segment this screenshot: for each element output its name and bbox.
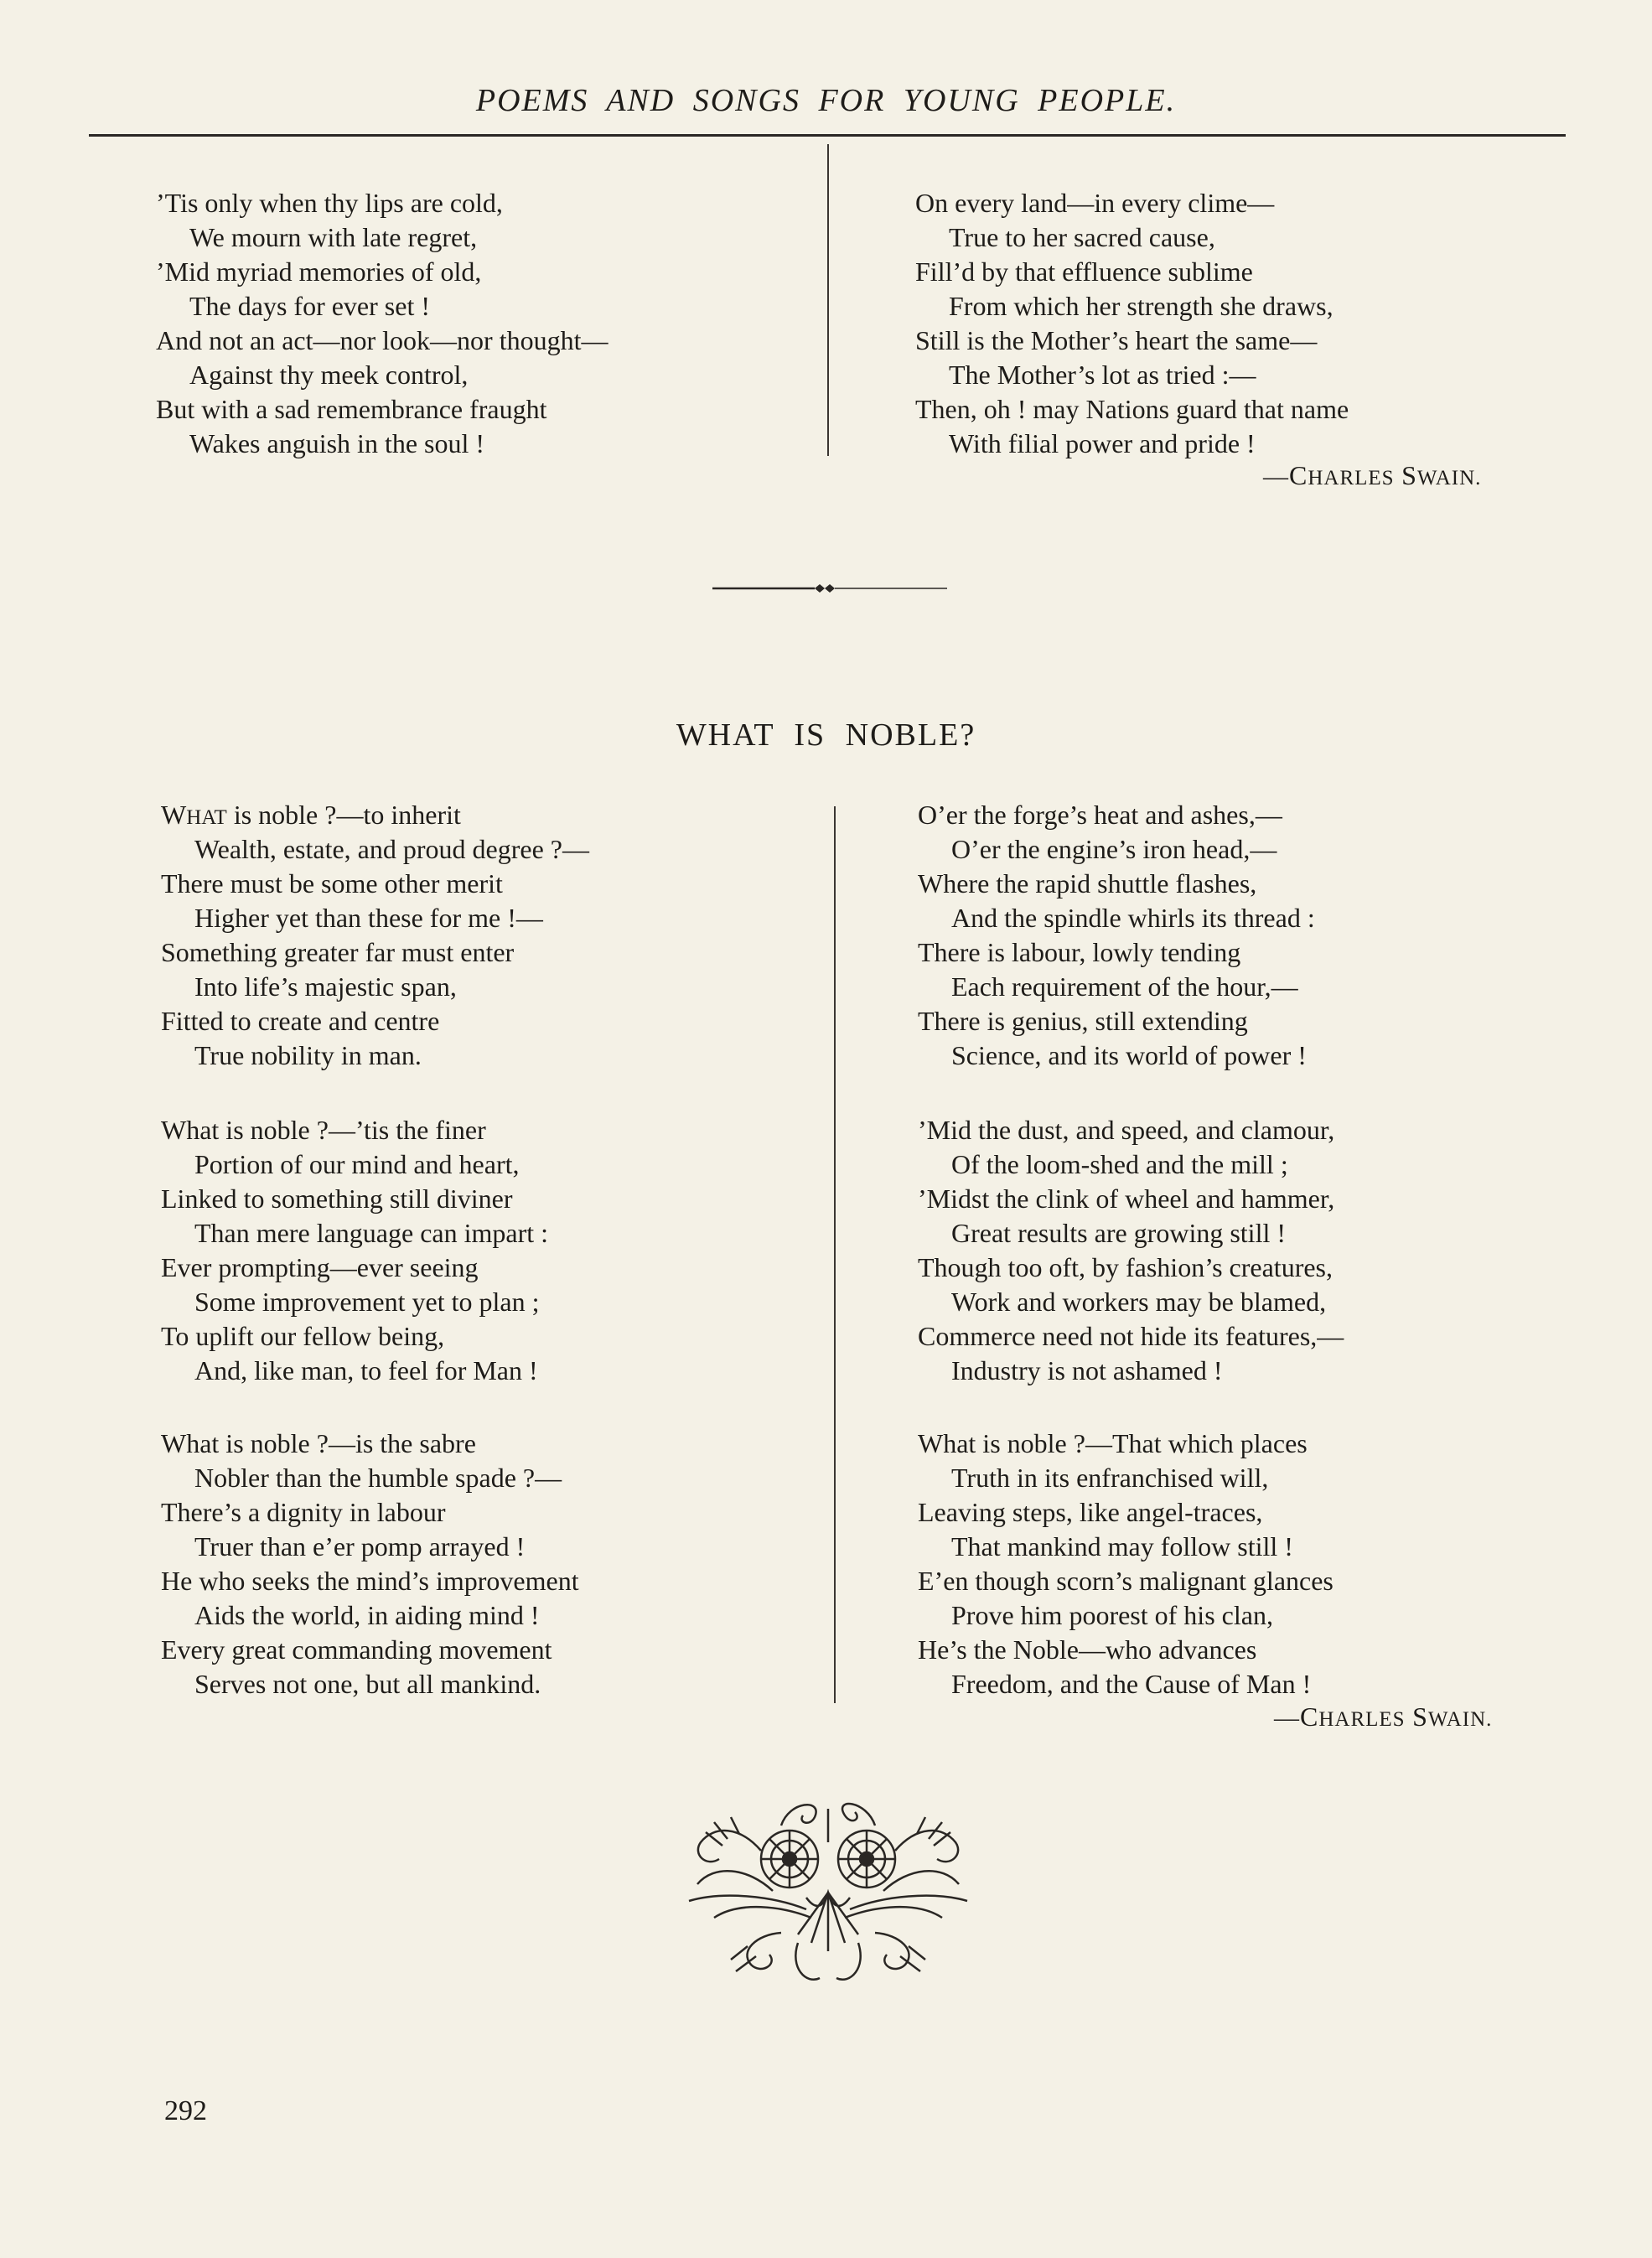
poem-line: True to her sacred cause, (949, 222, 1215, 252)
poem-line: What is noble ?—That which places (918, 1428, 1308, 1458)
first-line-rest: is noble ?—to inherit (226, 800, 461, 830)
column-rule (827, 144, 829, 456)
poem-line: The days for ever set ! (189, 291, 430, 321)
poem-line: Still is the Mother’s heart the same— (915, 325, 1318, 355)
poem-line: Freedom, and the Cause of Man ! (951, 1669, 1312, 1699)
noble-stanza-4 (918, 798, 1315, 1073)
dropcap-initial: W (161, 800, 187, 830)
poem-line: ’Tis only when thy lips are cold, (156, 188, 503, 218)
attribution-smallcaps: HARLES (1318, 1708, 1406, 1731)
floral-tailpiece-icon (681, 1792, 974, 1993)
poem-line: Something greater far must enter (161, 937, 515, 967)
poem-line: Truth in its enfranchised will, (951, 1463, 1269, 1493)
poem-line: To uplift our fellow being, (161, 1321, 445, 1351)
attribution-initial: C (1300, 1701, 1319, 1732)
poem-line: O’er the engine’s iron head,— (951, 834, 1277, 864)
poem-line: And, like man, to feel for Man ! (194, 1355, 538, 1385)
top-poem-right-stanza (915, 186, 1349, 461)
running-head: POEMS AND SONGS FOR YOUNG PEOPLE. (475, 83, 1177, 118)
noble-stanza-1 (161, 798, 589, 1073)
poem-line: From which her strength she draws, (949, 291, 1334, 321)
poem-line: Every great commanding movement (161, 1634, 552, 1665)
poem-line: Portion of our mind and heart, (194, 1149, 520, 1179)
noble-stanza-6 (918, 1427, 1334, 1701)
poem-line: True nobility in man. (194, 1040, 422, 1070)
poem-line: What is noble ?—’tis the finer (161, 1115, 486, 1145)
poem-line: Against thy meek control, (189, 360, 469, 390)
poem-line: And not an act—nor look—nor thought— (156, 325, 608, 355)
poem-line: What is noble ?—is the sabre (161, 1428, 476, 1458)
poem-line: Truer than e’er pomp arrayed ! (194, 1531, 526, 1561)
poem-line: Some improvement yet to plan ; (194, 1287, 540, 1317)
poem-line: Serves not one, but all mankind. (194, 1669, 541, 1699)
poem-line: Than mere language can impart : (194, 1218, 549, 1248)
attribution-smallcaps: WAIN. (1427, 1708, 1493, 1731)
page-number: 292 (164, 2095, 207, 2126)
poem-line: Each requirement of the hour,— (951, 971, 1298, 1002)
poem-line: Though too oft, by fashion’s creatures, (918, 1252, 1333, 1282)
poem-line: But with a sad remembrance fraught (156, 394, 547, 424)
attribution-smallcaps: HARLES (1308, 467, 1395, 489)
poem-line: Ever prompting—ever seeing (161, 1252, 479, 1282)
attribution-initial: S (1401, 460, 1417, 490)
poem-line: Linked to something still diviner (161, 1183, 513, 1214)
attribution-what-is-noble (1274, 1701, 1492, 1732)
poem-line: There is labour, lowly tending (918, 937, 1241, 967)
poem-line: Wakes anguish in the soul ! (189, 428, 485, 458)
attribution-dash: — (1263, 463, 1289, 490)
poem-line: There’s a dignity in labour (161, 1497, 446, 1527)
poem-line: Commerce need not hide its features,— (918, 1321, 1344, 1351)
poem-line: E’en though scorn’s malignant glances (918, 1566, 1334, 1596)
smallcaps-word: HAT (186, 806, 227, 829)
poem-line: He’s the Noble—who advances (918, 1634, 1257, 1665)
poem-line: And the spindle whirls its thread : (951, 903, 1315, 933)
poem-line: On every land—in every clime— (915, 188, 1275, 218)
attribution-dash: — (1274, 1704, 1300, 1732)
poem-line: ’Mid myriad memories of old, (156, 256, 482, 287)
ornamental-separator (712, 578, 947, 598)
poem-line: There is genius, still extending (918, 1006, 1248, 1036)
poem-line: O’er the forge’s heat and ashes,— (918, 800, 1282, 830)
poem-line: Industry is not ashamed ! (951, 1355, 1223, 1385)
attribution-top-poem (1263, 460, 1481, 491)
poem-line: ’Midst the clink of wheel and hammer, (918, 1183, 1335, 1214)
poem-line: There must be some other merit (161, 868, 503, 899)
poem-line (161, 798, 589, 832)
noble-stanza-2 (161, 1113, 548, 1388)
poem-line: Aids the world, in aiding mind ! (194, 1600, 540, 1630)
poem-line: Fill’d by that effluence sublime (915, 256, 1253, 287)
poem-line: Into life’s majestic span, (194, 971, 457, 1002)
poem-line: Work and workers may be blamed, (951, 1287, 1327, 1317)
poem-title: WHAT IS NOBLE? (676, 717, 976, 753)
poem-line: He who seeks the mind’s improvement (161, 1566, 579, 1596)
poem-line: Science, and its world of power ! (951, 1040, 1307, 1070)
poem-line: We mourn with late regret, (189, 222, 478, 252)
attribution-initial: C (1289, 460, 1308, 490)
poem-line: Leaving steps, like angel-traces, (918, 1497, 1263, 1527)
noble-stanza-3 (161, 1427, 579, 1701)
attribution-initial: S (1412, 1701, 1428, 1732)
poem-line: With filial power and pride ! (949, 428, 1256, 458)
poem-line: Prove him poorest of his clan, (951, 1600, 1273, 1630)
noble-stanza-5 (918, 1113, 1344, 1388)
poem-line: The Mother’s lot as tried :— (949, 360, 1256, 390)
poem-line: Fitted to create and centre (161, 1006, 440, 1036)
poem-line: Great results are growing still ! (951, 1218, 1286, 1248)
top-poem-left-stanza (156, 186, 608, 461)
header-rule (89, 134, 1566, 137)
poem-line: That mankind may follow still ! (951, 1531, 1293, 1561)
poem-line: ’Mid the dust, and speed, and clamour, (918, 1115, 1335, 1145)
attribution-smallcaps: WAIN. (1416, 467, 1482, 489)
poem-line: Where the rapid shuttle flashes, (918, 868, 1257, 899)
poem-line: Of the loom-shed and the mill ; (951, 1149, 1288, 1179)
column-rule (834, 806, 836, 1703)
poem-line: Higher yet than these for me !— (194, 903, 543, 933)
poem-line: Wealth, estate, and proud degree ?— (194, 834, 589, 864)
poem-line: Nobler than the humble spade ?— (194, 1463, 562, 1493)
poem-line: Then, oh ! may Nations guard that name (915, 394, 1349, 424)
